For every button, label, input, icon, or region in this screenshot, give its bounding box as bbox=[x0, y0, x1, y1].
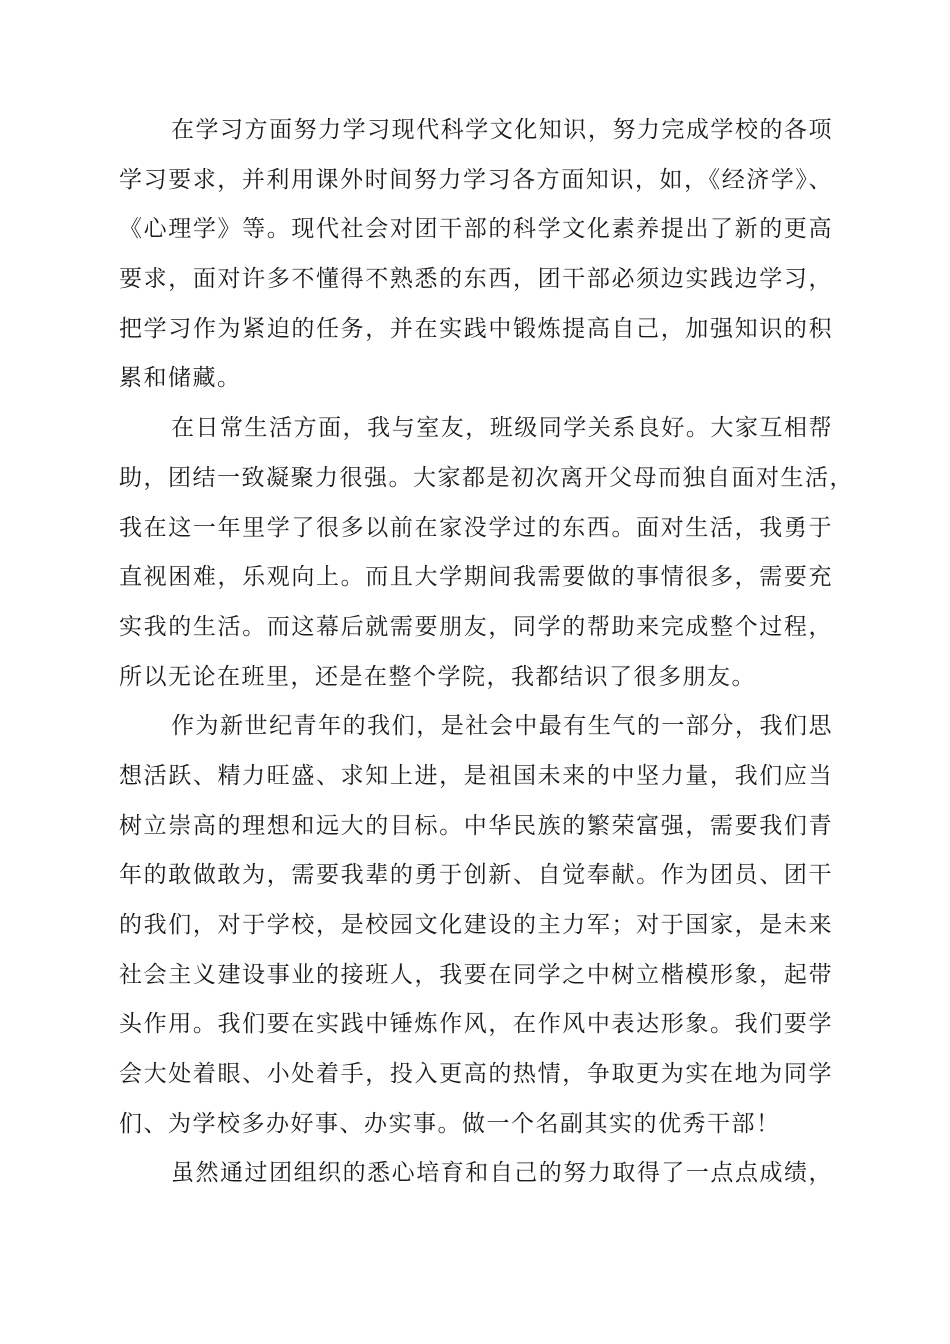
paragraph-3-line-2: 想活跃、精力旺盛、求知上进，是祖国未来的中坚力量，我们应当 bbox=[119, 762, 833, 789]
paragraph-3-line-3: 树立崇高的理想和远大的目标。中华民族的繁荣富强，需要我们青 bbox=[119, 812, 833, 839]
paragraph-4-line-1: 虽然通过团组织的悉心培育和自己的努力取得了一点点成绩， bbox=[171, 1160, 833, 1187]
paragraph-1-line-4: 要求，面对许多不懂得不熟悉的东西，团干部必须边实践边学习， bbox=[119, 266, 833, 293]
paragraph-3-line-1: 作为新世纪青年的我们，是社会中最有生气的一部分，我们思 bbox=[171, 713, 833, 740]
paragraph-2-line-6: 所以无论在班里，还是在整个学院，我都结识了很多朋友。 bbox=[119, 663, 756, 690]
paragraph-1-line-3: 《心理学》等。现代社会对团干部的科学文化素养提出了新的更高 bbox=[119, 216, 833, 243]
paragraph-3-line-9: 们、为学校多办好事、办实事。做一个名副其实的优秀干部！ bbox=[119, 1110, 781, 1137]
paragraph-3-line-4: 年的敢做敢为，需要我辈的勇于创新、自觉奉献。作为团员、团干 bbox=[119, 862, 833, 889]
paragraph-2-line-3: 我在这一年里学了很多以前在家没学过的东西。面对生活，我勇于 bbox=[119, 514, 833, 541]
paragraph-2-line-4: 直视困难，乐观向上。而且大学期间我需要做的事情很多，需要充 bbox=[119, 564, 833, 591]
document-body bbox=[119, 106, 854, 1199]
paragraph-3-line-6: 社会主义建设事业的接班人，我要在同学之中树立楷模形象，起带 bbox=[119, 961, 833, 988]
paragraph-1-line-2: 学习要求，并利用课外时间努力学习各方面知识，如，《经济学》、 bbox=[119, 166, 833, 193]
paragraph-1-line-6: 累和储藏。 bbox=[119, 365, 242, 392]
paragraph-1-line-5: 把学习作为紧迫的任务，并在实践中锻炼提高自己，加强知识的积 bbox=[119, 315, 833, 342]
paragraph-1-line-1: 在学习方面努力学习现代科学文化知识，努力完成学校的各项 bbox=[171, 117, 833, 143]
paragraph-2-line-2: 助，团结一致凝聚力很强。大家都是初次离开父母而独自面对生活， bbox=[119, 464, 854, 491]
paragraph-3-line-5: 的我们，对于学校，是校园文化建设的主力军；对于国家，是未来 bbox=[119, 912, 833, 938]
paragraph-2-line-5: 实我的生活。而这幕后就需要朋友，同学的帮助来完成整个过程， bbox=[119, 613, 833, 640]
paragraph-3-line-7: 头作用。我们要在实践中锤炼作风，在作风中表达形象。我们要学 bbox=[119, 1011, 833, 1038]
paragraph-3-line-8: 会大处着眼、小处着手，投入更高的热情，争取更为实在地为同学 bbox=[119, 1061, 833, 1088]
paragraph-2-line-1: 在日常生活方面，我与室友，班级同学关系良好。大家互相帮 bbox=[171, 415, 833, 442]
